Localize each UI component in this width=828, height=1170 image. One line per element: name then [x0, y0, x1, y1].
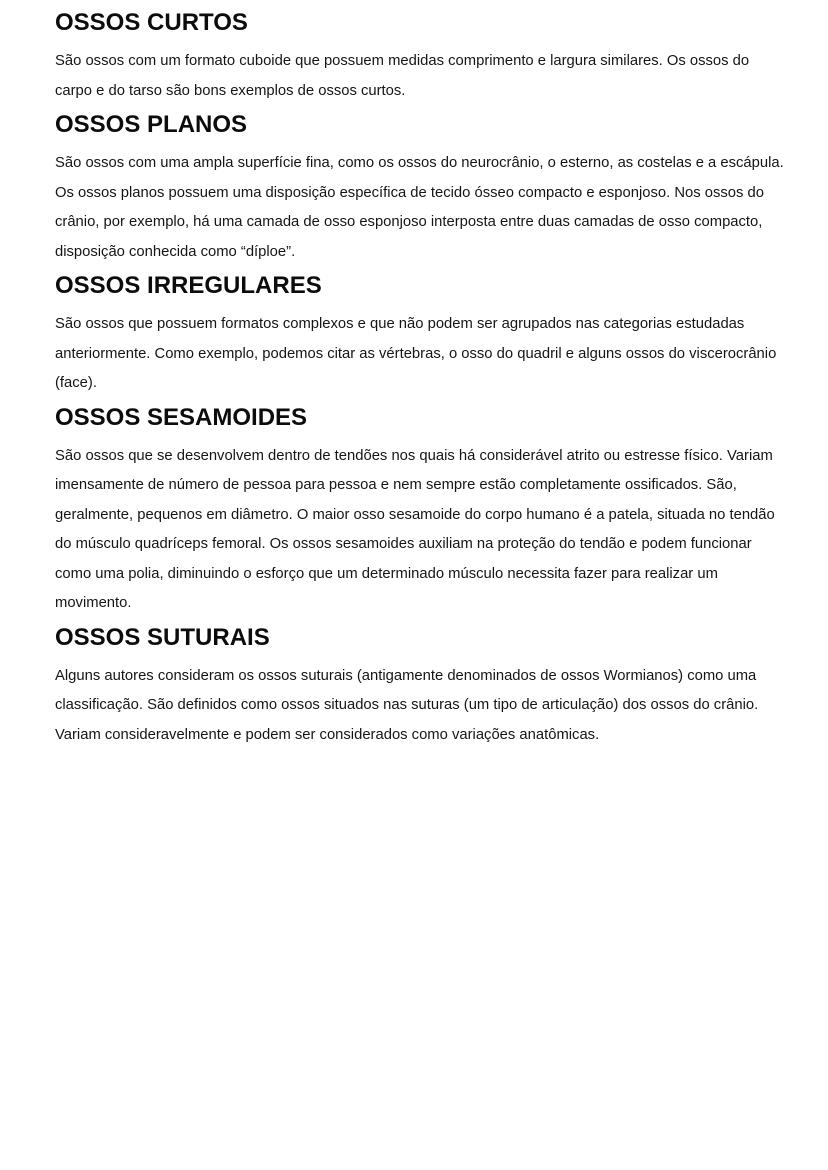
- section-heading: OSSOS SUTURAIS: [55, 623, 270, 651]
- section-paragraph: Alguns autores consideram os ossos suturais (antigamente denominados de ossos Wormianos) como uma classificação. São definidos como ossos situados nas suturas (um tipo de articulação) dos ossos do crânio. Variam consideravelmente e podem ser considerados como variações anatômicas.: [55, 667, 759, 743]
- section-heading: OSSOS SESAMOIDES: [55, 403, 308, 431]
- section-ossos-irregulares: [55, 271, 788, 399]
- section-ossos-suturais: [55, 623, 788, 751]
- section-paragraph: São ossos que se desenvolvem dentro de tendões nos quais há considerável atrito ou estresse físico. Variam imensamente de número de pessoa para pessoa e nem sempre estão completamente ossificados. São, geralmente, pequenos em diâmetro. O maior osso sesamoide do corpo humano é a patela, situada no tendão do músculo quadríceps femoral. Os ossos sesamoides auxiliam na proteção do tendão e podem funcionar como uma polia, diminuindo o esforço que um determinado músculo necessita fazer para realizar um movimento.: [55, 447, 775, 611]
- section-ossos-planos: [55, 110, 788, 267]
- section-heading: OSSOS CURTOS: [55, 9, 248, 36]
- section-heading: OSSOS IRREGULARES: [55, 272, 322, 299]
- section-ossos-sesamoides: [55, 403, 788, 619]
- section-paragraph: São ossos com um formato cuboide que possuem medidas comprimento e largura similares. Os ossos do carpo e do tarso são bons exemplos de ossos curtos.: [55, 53, 750, 99]
- section-heading: OSSOS PLANOS: [55, 111, 248, 138]
- section-paragraph: São ossos que possuem formatos complexos e que não podem ser agrupados nas categorias estudadas anteriormente. Como exemplo, podemos citar as vértebras, o osso do quadril e alguns ossos do viscerocrânio (face).: [55, 316, 777, 391]
- section-ossos-curtos: [55, 8, 788, 106]
- section-paragraph: São ossos com uma ampla superfície fina, como os ossos do neurocrânio, o esterno, as costelas e a escápula. Os ossos planos possuem uma disposição específica de tecido ósseo compacto e esponjoso. Nos ossos do crânio, por exemplo, há uma camada de osso esponjoso interposta entre duas camadas de osso compacto, disposição conhecida como “díploe”.: [55, 155, 784, 260]
